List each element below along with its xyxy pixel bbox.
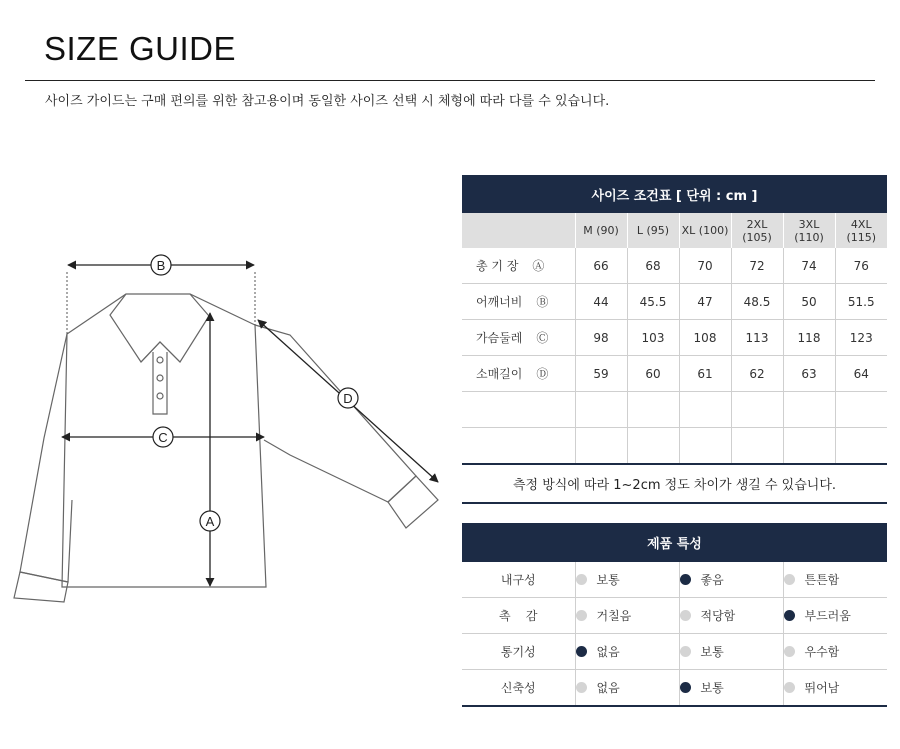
feature-option: 없음 [575,670,679,707]
size-col-header: 2XL (105) [731,213,783,248]
size-table-corner [462,213,575,248]
size-cell: 76 [835,248,887,284]
feature-row [462,598,887,634]
size-table-row [462,320,887,356]
rating-dot-icon [680,610,691,621]
size-table-empty-row [462,428,887,465]
feature-option: 튼튼함 [783,562,887,598]
feature-option: 좋음 [679,562,783,598]
feature-option: 보통 [679,634,783,670]
size-cell: 61 [679,356,731,392]
size-cell: 44 [575,284,627,320]
rating-dot-icon [680,646,691,657]
size-table [462,175,887,465]
measure-mark: Ⓒ [536,331,549,345]
row-label: 가슴둘레 Ⓒ [462,320,575,356]
shirt-buttons [157,357,163,399]
size-cell: 62 [731,356,783,392]
rating-dot-icon [784,574,795,585]
feature-label: 통기성 [462,634,575,670]
size-cell: 70 [679,248,731,284]
size-cell: 103 [627,320,679,356]
row-label: 총 기 장 Ⓐ [462,248,575,284]
size-cell: 60 [627,356,679,392]
size-cell: 108 [679,320,731,356]
feature-option: 뛰어남 [783,670,887,707]
size-cell: 51.5 [835,284,887,320]
size-col-header: L (95) [627,213,679,248]
rating-dot-icon [784,682,795,693]
size-table-empty-row [462,392,887,428]
feature-option: 우수함 [783,634,887,670]
feature-option: 적당함 [679,598,783,634]
label-b: B [156,258,166,273]
size-cell: 50 [783,284,835,320]
feature-option: 없음 [575,634,679,670]
note-divider [462,502,887,504]
size-cell: 63 [783,356,835,392]
feature-row [462,670,887,707]
page-subtitle: 사이즈 가이드는 구매 편의를 위한 참고용이며 동일한 사이즈 선택 시 체형에 따라 다를 수 있습니다. [45,94,610,109]
shirt-outline [14,294,438,602]
size-table-row [462,248,887,284]
feature-label: 내구성 [462,562,575,598]
size-col-header: M (90) [575,213,627,248]
rating-dot-icon [576,574,587,585]
size-cell: 45.5 [627,284,679,320]
rating-dot-icon [576,682,587,693]
size-col-header: 3XL (110) [783,213,835,248]
measure-mark: Ⓑ [536,295,549,309]
size-cell: 72 [731,248,783,284]
size-col-header: 4XL (115) [835,213,887,248]
size-cell: 66 [575,248,627,284]
rating-dot-icon [784,646,795,657]
size-cell: 113 [731,320,783,356]
size-table-row [462,284,887,320]
size-cell: 118 [783,320,835,356]
size-col-header: XL (100) [679,213,731,248]
row-label: 소매길이 Ⓓ [462,356,575,392]
feature-option: 부드러움 [783,598,887,634]
rating-dot-icon [680,574,691,585]
feature-label: 촉 감 [462,598,575,634]
feature-option: 거칠음 [575,598,679,634]
rating-dot-icon [680,682,691,693]
size-table-row [462,356,887,392]
size-cell: 48.5 [731,284,783,320]
feature-label: 신축성 [462,670,575,707]
measurement-note: 측정 방식에 따라 1~2cm 정도 차이가 생길 수 있습니다. [512,478,837,493]
size-cell: 47 [679,284,731,320]
size-cell: 64 [835,356,887,392]
measure-mark: Ⓐ [532,259,545,273]
feature-option: 보통 [575,562,679,598]
shirt-measurement-diagram [0,0,460,620]
label-c: C [158,430,168,445]
size-cell: 74 [783,248,835,284]
feature-option: 보통 [679,670,783,707]
rating-dot-icon [576,646,587,657]
size-table-title: 사이즈 조건표 [ 단위 : cm ] [462,175,887,213]
rating-dot-icon [576,610,587,621]
size-cell: 98 [575,320,627,356]
measure-mark: Ⓓ [536,367,549,381]
product-features-table [462,523,887,707]
page-title: SIZE GUIDE [44,30,237,67]
rating-dot-icon [784,610,795,621]
size-table-header-row [462,213,887,248]
label-d: D [343,391,353,406]
row-label: 어깨너비 Ⓑ [462,284,575,320]
label-a: A [205,514,215,529]
size-cell: 123 [835,320,887,356]
size-cell: 59 [575,356,627,392]
feature-row [462,562,887,598]
feature-row [462,634,887,670]
features-title: 제품 특성 [462,523,887,562]
size-cell: 68 [627,248,679,284]
